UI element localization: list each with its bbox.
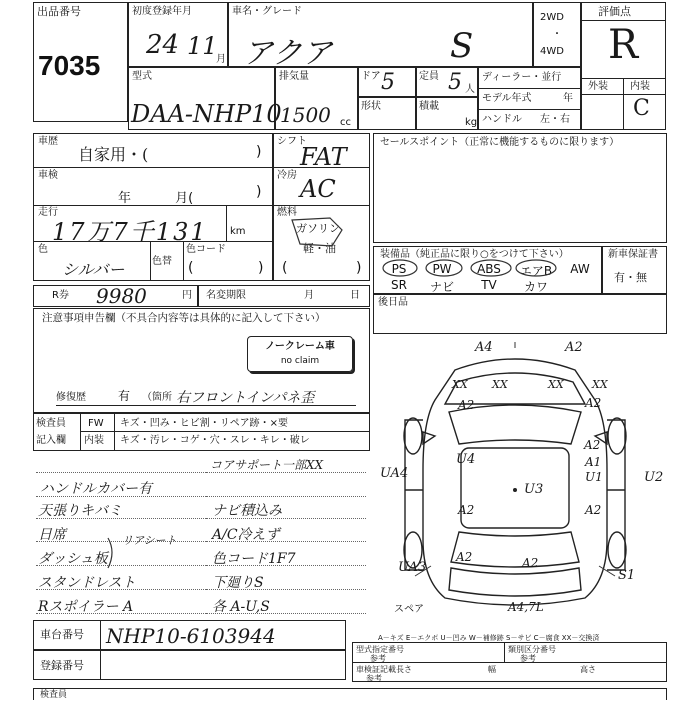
comment-color-code: 色コード1F7: [212, 551, 296, 567]
repair-mark: 有: [118, 389, 131, 403]
sales-point-box: [373, 133, 667, 243]
color-code-label: 色コード: [186, 244, 226, 255]
drive-2wd: 2WD: [540, 12, 564, 23]
fuel-selection-mark: [270, 206, 370, 256]
load-unit: kg: [465, 117, 478, 128]
width-label: 幅: [488, 665, 496, 674]
mark-quarter-left-a2: A2: [456, 550, 473, 564]
name-change-day: 日: [350, 290, 360, 301]
exterior-label: 外装: [588, 81, 608, 92]
displacement-unit: cc: [340, 117, 351, 128]
model-year-label: モデル年式: [482, 93, 532, 104]
mark-rear-door-left-a2: A2: [458, 503, 475, 517]
interior-grade: C: [633, 96, 650, 121]
equip-abs: ABS: [477, 262, 501, 276]
mark-rear-window-a2: A2: [522, 556, 539, 570]
displacement-value: 1500: [280, 103, 331, 127]
mark-right-u2: U2: [644, 470, 664, 485]
fuel-close: ): [356, 260, 362, 276]
mileage-label: 走行: [38, 207, 58, 218]
fuel-diesel: 軽・油: [303, 242, 336, 255]
first-reg-label: 初度登録年月: [132, 6, 192, 17]
name-change-month: 月: [304, 290, 314, 301]
aircon-label: 冷房: [277, 170, 297, 181]
color-code-close: ): [258, 260, 264, 276]
class-sub: 参考: [520, 654, 536, 663]
mark-rear-left-ua3: UA3: [398, 560, 427, 575]
equip-aw: AW: [570, 262, 590, 276]
equip-leather: カワ: [523, 280, 548, 294]
color-value: シルバー: [62, 260, 125, 279]
handle-value: 左・右: [540, 114, 570, 125]
recycle-value: 9980: [96, 284, 147, 308]
history-close: ): [256, 144, 262, 160]
displacement-label: 排気量: [279, 71, 309, 82]
sales-point-label: セールスポイント（正常に機能するものに限ります）: [380, 137, 620, 148]
mark-rear-bumper: A4,7L: [508, 600, 544, 614]
mileage-value: 17万7千131: [52, 218, 208, 246]
mark-xx-4: XX: [592, 378, 608, 391]
comment-rear-spoiler: Rスポイラー A: [38, 599, 134, 615]
later-items-box: [373, 294, 667, 334]
lot-label: 出品番号: [37, 5, 81, 18]
mark-front-a2: A2: [565, 340, 583, 355]
mark-fender-left-a2: A2: [458, 398, 475, 412]
comment-navi: ナビ積込み: [212, 503, 282, 519]
comment-rear-seat: リアシート: [122, 534, 177, 547]
equipment-label: 装備品（純正品に限り○をつけて下さい）: [380, 249, 569, 260]
equip-navi: ナビ: [429, 280, 454, 294]
class-label: 類別区分番号: [508, 645, 556, 654]
dim-sub: 参考: [366, 674, 382, 683]
mark-front-a4: A4: [475, 340, 493, 355]
equip-pw: PW: [432, 262, 452, 276]
damage-codes: A－キズ E－エクボ U－凹み W－補修跡 S－サビ C－腐食 XX－交換済: [378, 634, 600, 642]
comment-seat: 日席: [38, 527, 66, 543]
mark-fender-right-a2: A2: [585, 396, 602, 410]
entry-label: 記入欄: [36, 435, 66, 446]
comment-handle-cover: ハンドルカバー有: [40, 481, 152, 497]
warranty-label: 新車保証書: [608, 249, 658, 260]
interior-items: キズ・汚レ・コゲ・穴・スレ・キレ・破レ: [120, 435, 310, 446]
dash-bracket: [104, 536, 122, 570]
lot-number: 7035: [38, 50, 101, 81]
comment-headliner: 天張りキバミ: [38, 503, 122, 519]
color-code-open: (: [188, 260, 194, 276]
fuel-gasoline: ガソリン: [296, 222, 340, 235]
notes-label: 注意事項申告欄（不具合内容等は具体的に記入して下さい）: [42, 312, 326, 324]
shift-label: シフト: [277, 136, 307, 147]
mark-rear-right-s1: S1: [618, 568, 636, 583]
repair-label: 修復歴: [56, 392, 86, 403]
center-dot: [513, 488, 517, 492]
model-year-unit: 年: [563, 93, 573, 104]
type-cert-sub: 参考: [370, 654, 386, 663]
repair-part-label: （箇所: [142, 392, 172, 403]
length-label: 長さ: [396, 665, 412, 674]
no-claim-title: ノークレーム車: [265, 341, 335, 352]
doors-label: ドア: [361, 71, 381, 82]
name-change-label: 名変期限: [206, 290, 246, 301]
mark-rear-door-right-a2: A2: [585, 503, 602, 517]
height-label: 高さ: [580, 665, 596, 674]
grade: S: [450, 26, 474, 66]
mark-door-right-a2: A2: [584, 438, 601, 452]
mark-door-u4: U4: [456, 452, 476, 467]
chassis-value: NHP10-6103944: [106, 624, 276, 648]
equip-sr: SR: [391, 278, 407, 292]
inspection-value: 年 月(: [118, 191, 194, 206]
history-value: 自家用・(: [78, 145, 149, 164]
comment-standrest: スタンドレスト: [38, 575, 136, 591]
aircon-value: AC: [300, 175, 336, 203]
mark-door-right-u1: U1: [585, 470, 603, 484]
fuel-label: 燃料: [277, 207, 297, 218]
comment-various: 各 A-U,S: [212, 599, 270, 615]
car-name: アクア: [243, 36, 333, 71]
equip-tv: TV: [481, 278, 497, 292]
shift-value: FAT: [300, 143, 347, 171]
mark-roof-u3: U3: [524, 482, 544, 497]
dealer-label: ディーラー・並行: [482, 72, 562, 83]
repair-part: 右フロントインパネ歪: [176, 390, 315, 406]
inspector-label: 検査員: [36, 418, 66, 429]
comment-dash: ダッシュ板: [38, 551, 108, 567]
score-label: 評価点: [598, 5, 631, 18]
no-claim-sub: no claim: [280, 356, 320, 366]
car-name-label: 車名・グレード: [232, 6, 302, 17]
drive-4wd: 4WD: [540, 46, 564, 57]
recolor-label: 色替: [152, 256, 172, 267]
fw-label: FW: [88, 418, 104, 429]
recycle-label: R券: [52, 290, 69, 301]
footer-box: [33, 688, 667, 700]
color-label: 色: [38, 244, 48, 255]
mark-left-ua4: UA4: [380, 466, 409, 481]
mark-xx-2: XX: [492, 378, 508, 391]
dim-label: 車検証記載: [356, 665, 396, 674]
shape-label: 形状: [361, 101, 381, 112]
score-value: R: [608, 22, 639, 68]
mark-door-right-a1: A1: [585, 455, 602, 469]
first-reg-month: 11: [187, 32, 218, 60]
model-label: 型式: [132, 71, 152, 82]
chassis-label: 車台番号: [40, 628, 84, 641]
comment-core-support: コアサポート一部XX: [210, 458, 324, 472]
type-cert-label: 型式指定番号: [356, 645, 404, 654]
model-code: DAA-NHP10: [131, 100, 282, 128]
footer-label: 検査員: [40, 690, 68, 700]
interior-check-label: 内装: [84, 435, 104, 446]
mileage-unit: km: [230, 226, 246, 237]
interior-label: 内装: [630, 81, 650, 92]
fuel-open: (: [282, 260, 288, 276]
comment-ac: A/C冷えず: [212, 527, 280, 543]
mark-xx-1: XX: [452, 378, 468, 391]
handle-label: ハンドル: [482, 114, 522, 125]
inspection-close: ): [256, 184, 262, 200]
no-claim-badge: [247, 336, 353, 372]
history-label: 車歴: [38, 136, 58, 147]
doors-value: 5: [381, 70, 395, 95]
reg-label: 登録番号: [40, 659, 84, 672]
spare-label: スペア: [394, 604, 424, 615]
equipment-circles: [380, 258, 560, 278]
later-items-label: 後日品: [378, 297, 408, 308]
first-reg-year: 24: [146, 30, 180, 60]
capacity-unit: 人: [465, 84, 475, 95]
first-reg-suffix: 月: [216, 54, 226, 65]
inspection-label: 車検: [38, 170, 58, 181]
recycle-unit: 円: [182, 290, 192, 301]
comment-underbody: 下廻りS: [212, 575, 264, 591]
fw-items: キズ・凹み・ヒビ割・リペア跡・×要: [120, 418, 288, 429]
warranty-value: 有・無: [614, 271, 647, 284]
capacity-value: 5: [448, 70, 462, 95]
load-label: 積載: [419, 101, 439, 112]
equip-ps: PS: [391, 262, 407, 276]
equip-airbag: エアB: [519, 264, 553, 278]
mark-xx-3: XX: [548, 378, 564, 391]
capacity-label: 定員: [419, 71, 439, 82]
drive-dot: ・: [552, 29, 562, 40]
